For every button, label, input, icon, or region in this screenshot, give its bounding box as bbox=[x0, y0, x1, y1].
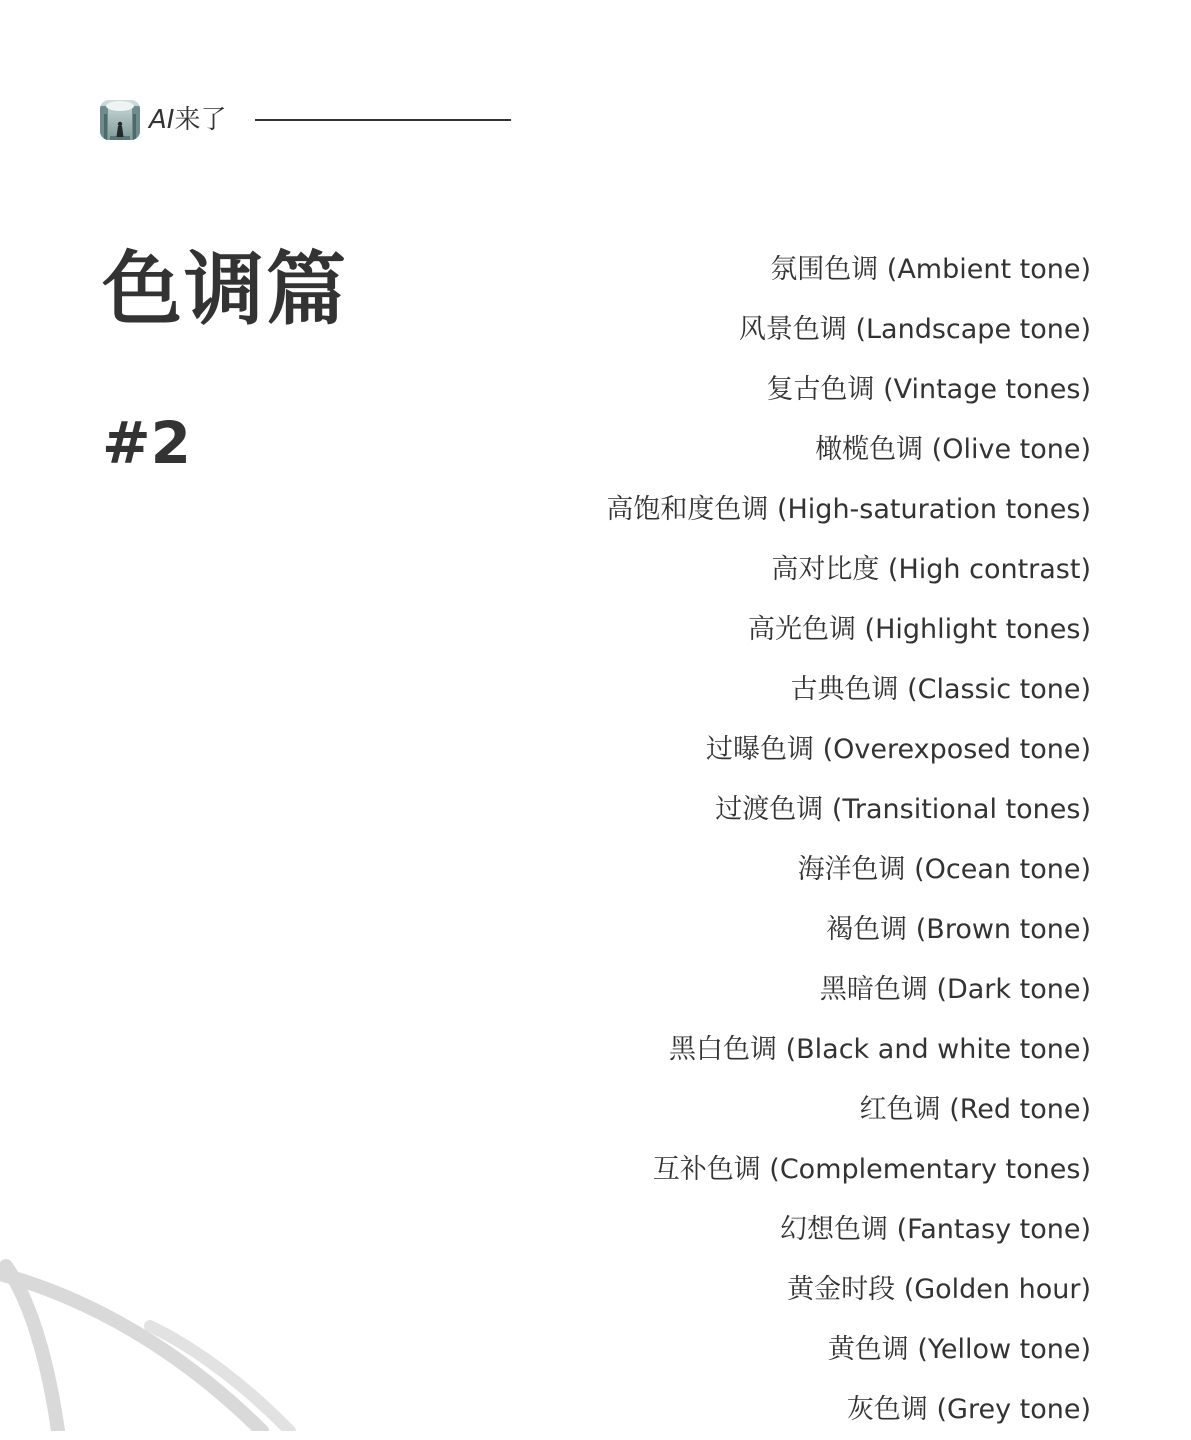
list-item: 高对比度 (High contrast) bbox=[771, 554, 1091, 585]
brand-name-ai: AI bbox=[149, 105, 175, 135]
list-item: 幻想色调 (Fantasy tone) bbox=[780, 1214, 1091, 1245]
list-item: 海洋色调 (Ocean tone) bbox=[797, 854, 1091, 885]
list-item: 古典色调 (Classic tone) bbox=[790, 674, 1091, 705]
list-item: 过曝色调 (Overexposed tone) bbox=[705, 734, 1091, 765]
list-item: 黑暗色调 (Dark tone) bbox=[819, 974, 1091, 1005]
list-item: 灰色调 (Grey tone) bbox=[846, 1394, 1091, 1425]
decorative-swoosh-icon bbox=[0, 1240, 360, 1431]
brand-name-rest: 来了 bbox=[174, 105, 227, 135]
list-item: 互补色调 (Complementary tones) bbox=[652, 1154, 1091, 1185]
list-item: 风景色调 (Landscape tone) bbox=[738, 314, 1091, 345]
list-item: 红色调 (Red tone) bbox=[859, 1094, 1091, 1125]
list-item: 橄榄色调 (Olive tone) bbox=[815, 434, 1091, 465]
page-title: 色调篇 bbox=[102, 243, 348, 336]
list-item: 高光色调 (Highlight tones) bbox=[747, 614, 1091, 645]
brand-header bbox=[100, 100, 226, 140]
list-item: 褐色调 (Brown tone) bbox=[826, 914, 1091, 945]
list-item: 黄金时段 (Golden hour) bbox=[787, 1274, 1091, 1305]
list-item: 黑白色调 (Black and white tone) bbox=[669, 1034, 1091, 1065]
brand-logo-icon bbox=[100, 100, 140, 140]
list-item: 黄色调 (Yellow tone) bbox=[827, 1334, 1091, 1365]
tone-list bbox=[606, 240, 1091, 1440]
list-item: 复古色调 (Vintage tones) bbox=[766, 374, 1091, 405]
page-number: #2 bbox=[102, 409, 191, 477]
list-item: 过渡色调 (Transitional tones) bbox=[715, 794, 1091, 825]
list-item: 氛围色调 (Ambient tone) bbox=[770, 254, 1091, 285]
brand-name bbox=[149, 100, 226, 140]
header-divider bbox=[255, 119, 511, 121]
list-item: 高饱和度色调 (High-saturation tones) bbox=[606, 494, 1091, 525]
